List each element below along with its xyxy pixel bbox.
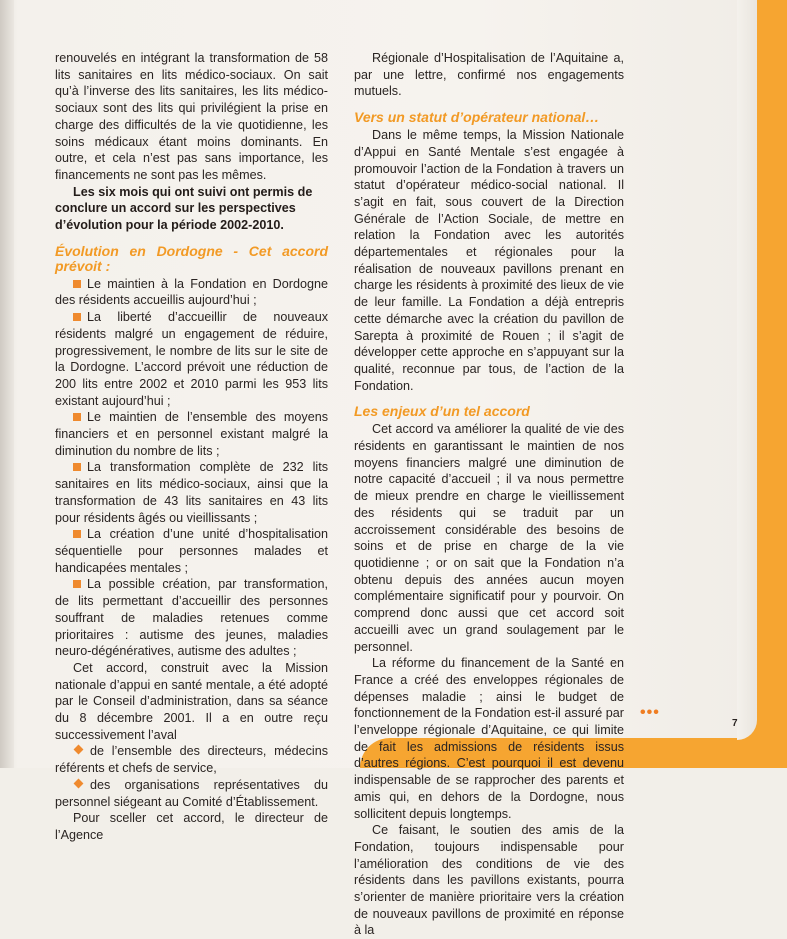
diamond-item: de l’ensemble des directeurs, médecins référents et chefs de service, xyxy=(55,744,328,776)
bullet-item: La possible création, par transformation, de lits permettant d’accueillir des personnes souffrant de maladies retenues comme prioritaires : autisme des jeunes, maladies neuro-dégénératives, autisme des adultes ; xyxy=(55,577,328,659)
orange-square-bullet-icon xyxy=(73,413,81,421)
bullet-item: Le maintien de l’ensemble des moyens financiers et en personnel existant malgré la diminution du nombre de lits ; xyxy=(55,410,328,458)
operator-heading: Vers un statut d’opérateur national… xyxy=(354,109,600,126)
book-spine-shadow xyxy=(0,0,14,768)
operator-paragraph: Dans le même temps, la Mission Nationale d’Appui en Santé Mentale s’est engagée à promouvoir l’action de la Fondation à travers un statut d’opérateur médico-social national. Il s’agit en fait, sous couvert de la Direction Générale de l’Action Sociale, de mettre en relation la Fondation avec les autorités départementales et régionales pour la réalisation de nouveaux pavillons prenant en charge les résidents à proximité des lieux de vie de leur famille. La Fondation a déjà entrepris cette démarche avec la création du pavillon de Sarepta à proximité de Rouen ; il s’agit de développer cette approche en s’appuyant sur la qualité, reconnue par tous, de l’action de la Fondation. xyxy=(354,128,624,393)
support-paragraph: Ce faisant, le soutien des amis de la Fondation, toujours indispensable pour l’amélioration des conditions de vie des résidents dans les pavillons existants, pourra s’orienter de manière prioritaire vers la création de nouveaux pavillons de proximité en réponse à la xyxy=(354,823,624,938)
page-edge xyxy=(737,0,757,740)
accord-paragraph: Cet accord, construit avec la Mission nationale d’appui en santé mentale, a été adopté par le Conseil d’administration, dans sa séance du 8 décembre 2001. Il a en outre reçu successivement l’aval xyxy=(55,660,328,742)
diamond-item: des organisations représentatives du personnel siégeant au Comité d’Établissement. xyxy=(55,777,328,809)
orange-diamond-bullet-icon xyxy=(74,745,84,755)
orange-square-bullet-icon xyxy=(73,463,81,471)
page-number: 7 xyxy=(732,718,738,729)
orange-square-bullet-icon xyxy=(73,280,81,288)
bullet-item: La transformation complète de 232 lits sanitaires en lits médico-sociaux, ainsi que la transformation de 43 lits sanitaires en 43 lits pour résidents âgés ou vieillissants ; xyxy=(55,460,328,525)
bullet-item: La liberté d’accueillir de nouveaux résidents malgré un engagement de réduire, progressivement, le nombre de lits sur le site de la Dordogne. L’accord prévoit une réduction de 200 lits entre 2002 et 2010 parmi les 953 lits existant aujourd’hui ; xyxy=(55,310,328,408)
orange-diamond-bullet-icon xyxy=(74,778,84,788)
orange-square-bullet-icon xyxy=(73,313,81,321)
reform-paragraph: La réforme du financement de la Santé en France a créé des enveloppes régionales de dépenses maladie ; ainsi le budget de fonctionnement de la Fondation est-il assuré par l’enveloppe régionale d’Aquitaine, ce qui limite de fait les admissions de résidents issus d’autres régions. C’est pourquoi il est devenu indispensable de se rapprocher des parents et amis qui, en dehors de la Dordogne, nous sollicitent depuis longtemps. xyxy=(354,656,624,821)
left-intro-paragraph: renouvelés en intégrant la transformation de 58 lits sanitaires en lits médico-sociaux. On sait qu’à l’inverse des lits sanitaires, les lits médico-sociaux sont des lits qui privilégient la prise en charge des difficultés de la vie quotidienne, les soins médicaux étant moins dominants. En outre, et cela n’est pas sans importance, les financements ne sont pas les mêmes. xyxy=(55,51,328,182)
stakes-heading: Les enjeux d’un tel accord xyxy=(354,403,530,420)
orange-square-bullet-icon xyxy=(73,530,81,538)
left-bold-paragraph: Les six mois qui ont suivi ont permis de conclure un accord sur les perspectives d’évolution pour la période 2002-2010. xyxy=(55,184,313,233)
left-column xyxy=(55,50,328,844)
evolution-heading: Évolution en Dordogne - Cet accord prévoit : xyxy=(55,242,328,274)
right-column xyxy=(354,50,624,939)
stakes-paragraph: Cet accord va améliorer la qualité de vie des résidents en garantissant le maintien de nos moyens financiers malgré une diminution de notre capacité d’accueil ; il va nous permettre de mieux prendre en charge le vieillissement des résidents qui se traduit par un accroissement considérable des besoins de soins et de prise en charge de la vie quotidienne ; or on sait que la Fondation n’a obtenu depuis des années aucun moyen complémentaire significatif pour y pourvoir. On comprend donc aussi que cet accord soit accueilli avec un grand soulagement par le personnel. xyxy=(354,422,624,654)
bullet-item: La création d’une unité d’hospitalisation séquentielle pour personnes malades et handicapées mentales ; xyxy=(55,527,328,575)
orange-square-bullet-icon xyxy=(73,580,81,588)
continuation-dots-icon: ••• xyxy=(640,704,660,721)
right-intro-paragraph: Régionale d’Hospitalisation de l’Aquitaine a, par une lettre, confirmé nos engagements mutuels. xyxy=(354,51,624,99)
bullet-item: Le maintien à la Fondation en Dordogne des résidents accueillis aujourd’hui ; xyxy=(55,276,328,308)
left-closing-paragraph: Pour sceller cet accord, le directeur de l’Agence xyxy=(55,811,328,842)
